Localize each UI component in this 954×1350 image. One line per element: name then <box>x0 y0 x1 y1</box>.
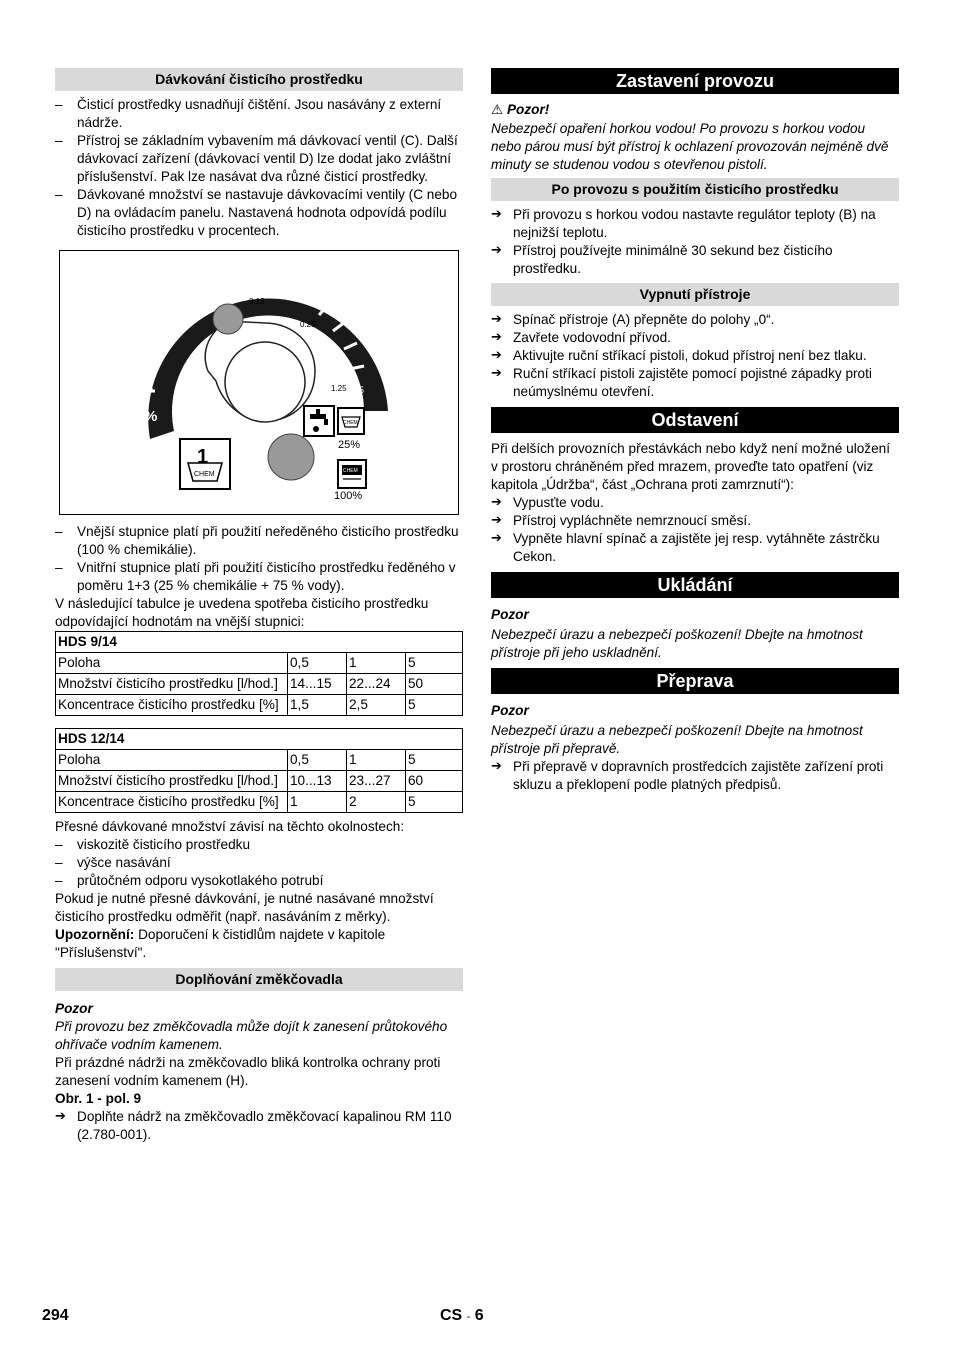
warning-text: Nebezpečí opaření horkou vodou! Po provozu s horkou vodou nebo párou musí být přístroj k ochlazení provozován nejméně dvě minuty se studenou vodou s otevřenou pistolí. <box>491 121 889 172</box>
depends-text: Přesné dávkované množství závisí na těchto okolnostech: <box>55 819 405 834</box>
note-label: Upozornění: <box>55 927 135 942</box>
list-item: – Vnitřní stupnice platí při použití čisticího prostředku ředěného v poměru 1+3 (25 % chemikálie + 75 % vody). <box>55 559 463 595</box>
page-number: 294 <box>42 1307 69 1324</box>
caution-label: Pozor <box>55 1001 93 1016</box>
table-row: Koncentrace čisticího prostředku [%] 1,5 2,5 5 <box>56 695 463 716</box>
table-title: HDS 12/14 <box>56 729 463 750</box>
section-heading-storage: Ukládání <box>491 572 899 598</box>
outer-scale-0-5: 0.5 <box>253 280 266 290</box>
table-row: Množství čisticího prostředku [l/hod.] 14...15 22...24 50 <box>56 674 463 695</box>
water-tap-icon <box>304 406 334 436</box>
section-heading-after-use: Po provozu s použitím čisticího prostředku <box>491 178 899 201</box>
chem-1-icon <box>180 439 230 489</box>
table-row: Množství čisticího prostředku [l/hod.] 10...13 23...27 60 <box>56 771 463 792</box>
list-item: ➔ Doplňte nádrž na změkčovadlo změkčovací kapalinou RM 110 (2.780-001). <box>55 1108 463 1144</box>
shutdown-text: Při delších provozních přestávkách nebo když není možné uložení v prostoru chráněném před mrazem, proveďte tato opatření (viz kapitola „Údržba“, část „Ochrana proti zamrznutí“): <box>491 441 890 492</box>
list-item: – Vnější stupnice platí při použití neředěného čisticího prostředku (100 % chemikálie). <box>55 523 463 559</box>
list-item: ➔ Spínač přístroje (A) přepněte do polohy „0“. <box>491 311 899 329</box>
precise-dosing-text: Pokud je nutné přesné dávkování, je nutné nasávané množství čisticího prostředku odměřit (např. nasáváním z měrky). <box>55 891 434 924</box>
chem-100-icon <box>338 460 366 488</box>
dosing-dial-illustration <box>60 251 458 514</box>
pct-100-label: 100% <box>334 490 363 502</box>
section-heading-softener: Doplňování změkčovadla <box>55 968 463 991</box>
note <box>55 926 463 962</box>
percent-symbol: % <box>144 408 158 425</box>
list-item: ➔ Ruční stříkací pistoli zajistěte pomocí pojistné západky proti neúmyslnému otevření. <box>491 365 899 401</box>
indicator-1: 1 <box>197 446 209 468</box>
caution-text: Při provozu bez změkčovadla může dojít k zanesení průtokového ohřívače vodním kamenem. <box>55 1019 448 1052</box>
list-item: ➔ Aktivujte ruční stříkací pistoli, dokud přístroj není bez tlaku. <box>491 347 899 365</box>
note-text: Doporučení k čistidlům najdete v kapitole "Příslušenství". <box>55 927 386 960</box>
outer-scale-0: 0 <box>148 385 154 395</box>
list-item: ➔ Při provozu s horkou vodou nastavte regulátor teploty (B) na nejnižší teplotu. <box>491 206 899 242</box>
list-item: – Přístroj se základním vybavením má dávkovací ventil (C). Další dávkovací zařízení (dávkovací ventil D) lze dodat jako zvláštní příslušenství. Pak lze nasávat dva různé čisticí prostředky. <box>55 132 463 186</box>
storage-caution-label: Pozor <box>491 607 529 622</box>
figure-reference: Obr. 1 - pol. 9 <box>55 1091 142 1106</box>
dosing-valve-figure <box>59 250 459 515</box>
right-column <box>491 68 899 794</box>
inner-scale-0-12: 0.12 <box>249 297 265 306</box>
list-item: ➔ Přístroj používejte minimálně 30 sekund bez čisticího prostředku. <box>491 242 899 278</box>
section-heading-switch-off: Vypnutí přístroje <box>491 283 899 306</box>
transport-caution-text: Nebezpečí úrazu a nebezpečí poškození! Dbejte na hmotnost přístroje při přepravě. <box>491 723 863 756</box>
table-row: Poloha 0,5 1 5 <box>56 750 463 771</box>
list-item: – průtočném odporu vysokotlakého potrubí <box>55 872 463 890</box>
section-heading-stop: Zastavení provozu <box>491 68 899 94</box>
section-heading-shutdown: Odstavení <box>491 407 899 433</box>
list-item: ➔ Zavřete vodovodní přívod. <box>491 329 899 347</box>
section-heading-transport: Přeprava <box>491 668 899 694</box>
list-item: – výšce nasávání <box>55 854 463 872</box>
list-item: – Dávkované množství se nastavuje dávkovacími ventily (C nebo D) na ovládacím panelu. Nastavená hodnota odpovídá podílu čisticího prostředku v procentech. <box>55 186 463 240</box>
list-item: ➔ Vypněte hlavní spínač a zajistěte jej resp. vytáhněte zástrčku Cekon. <box>491 530 899 566</box>
warning-label: ⚠ Pozor! <box>491 102 550 118</box>
section-heading-dosing: Dávkování čisticího prostředku <box>55 68 463 91</box>
consumption-table-hds-12-14 <box>55 728 463 813</box>
list-item: ➔ Přístroj vypláchněte nemrznoucí směsí. <box>491 512 899 530</box>
list-item: ➔ Vypusťte vodu. <box>491 494 899 512</box>
transport-caution-label: Pozor <box>491 703 529 718</box>
list-item: – viskozitě čisticího prostředku <box>55 836 463 854</box>
chem-label-1: CHEM <box>194 471 215 478</box>
inner-scale-1-25: 1.25 <box>331 384 347 393</box>
table-intro: V následující tabulce je uvedena spotřeba čisticího prostředku odpovídající hodnotám na vnější stupnici: <box>55 596 429 629</box>
table-row: Koncentrace čisticího prostředku [%] 1 2 5 <box>56 792 463 813</box>
table-title: HDS 9/14 <box>56 632 463 653</box>
pct-25-label: 25% <box>338 439 361 451</box>
table-row: Poloha 0,5 1 5 <box>56 653 463 674</box>
page-language: CS - 6 <box>440 1307 484 1324</box>
outer-scale-1: 1 <box>324 303 330 313</box>
chem-label: CHEM <box>343 420 358 426</box>
warning-triangle-icon: ⚠ <box>491 102 504 118</box>
chem-25-icon <box>338 408 364 434</box>
outer-scale-5: 5 <box>359 385 365 395</box>
chem-label-100: CHEM <box>343 468 358 474</box>
empty-tank-text: Při prázdné nádrži na změkčovadlo bliká kontrolka ochrany proti zanesení vodním kamenem (H). <box>55 1055 441 1088</box>
inner-scale-0-25: 0.25 <box>300 320 316 329</box>
list-item: – Čisticí prostředky usnadňují čištění. Jsou nasávány z externí nádrže. <box>55 96 463 132</box>
list-item: ➔ Při přepravě v dopravních prostředcích zajistěte zařízení proti skluzu a překlopení podle platných předpisů. <box>491 758 899 794</box>
left-column <box>55 68 463 1144</box>
consumption-table-hds-9-14 <box>55 631 463 716</box>
storage-caution-text: Nebezpečí úrazu a nebezpečí poškození! Dbejte na hmotnost přístroje při jeho uskladnění. <box>491 627 863 660</box>
